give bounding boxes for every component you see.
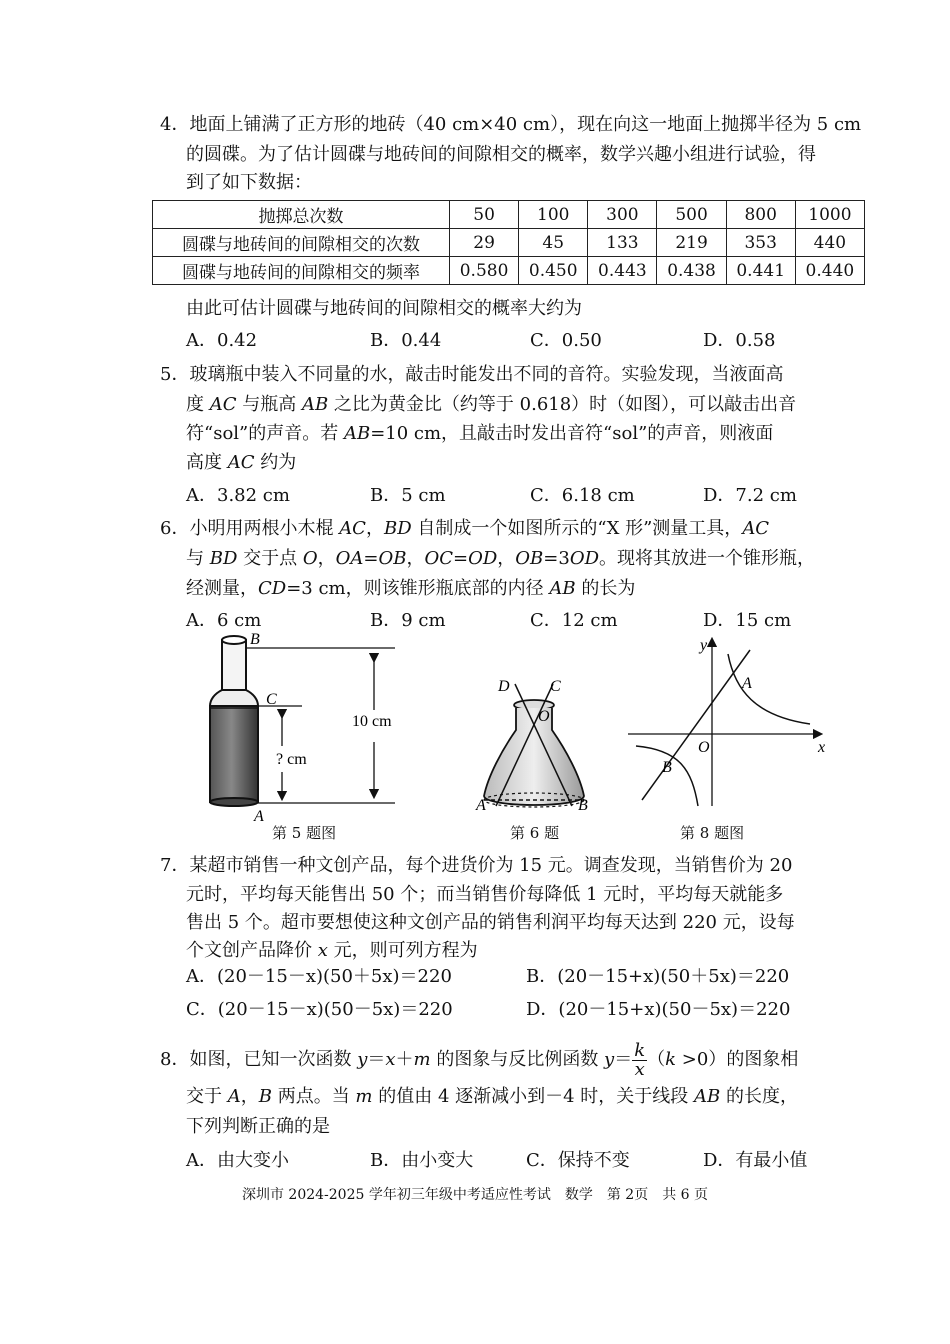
figures-svg (190, 628, 880, 848)
fig5-label-a: A (254, 808, 264, 825)
table-cell: 133 (588, 229, 657, 257)
q6-option-a: A．6 cm (186, 610, 262, 631)
q6-line-2: 与 BD 交于点 O，OA=OB，OC=OD，OB=3OD。现将其放进一个锥形瓶， (186, 548, 816, 569)
table-cell: 45 (519, 229, 588, 257)
fig6-label-o: O (538, 708, 550, 725)
fig8-graph-figure (628, 642, 818, 806)
table-cell: 50 (450, 201, 519, 229)
q5-option-b: B．5 cm (370, 485, 446, 506)
fig6-label-b: B (578, 797, 588, 814)
q4-option-b: B．0.44 (370, 330, 442, 351)
table-cell: 300 (588, 201, 657, 229)
q7-option-c: C．(20－15－x)(50－5x)＝220 (186, 999, 453, 1020)
q7-line-1: 7．某超市销售一种文创产品，每个进货价为 15 元。调查发现，当销售价为 20 (160, 855, 793, 876)
q8-option-a: A．由大变小 (186, 1150, 289, 1171)
table-cell: 0.438 (657, 257, 726, 285)
fig8-label-o: O (698, 739, 710, 756)
q5-line-3: 符“sol”的声音。若 AB=10 cm，且敲击时发出音符“sol”的声音，则液面 (186, 423, 774, 444)
q4-option-c: C．0.50 (530, 330, 602, 351)
q8-option-d: D．有最小值 (703, 1150, 808, 1171)
q4-option-a: A．0.42 (186, 330, 258, 351)
table-cell: 100 (519, 201, 588, 229)
q8-option-b: B．由小变大 (370, 1150, 474, 1171)
fig8-label-x: x (818, 739, 826, 756)
q6-line-1: 6．小明用两根小木棍 AC，BD 自制成一个如图所示的“X 形”测量工具，AC (160, 518, 770, 539)
table-cell: 0.450 (519, 257, 588, 285)
table-cell: 800 (726, 201, 795, 229)
fig6-label-a: A (476, 797, 486, 814)
table-cell: 0.441 (726, 257, 795, 285)
table-row (153, 229, 865, 257)
table-cell: 353 (726, 229, 795, 257)
q4-line-3: 到了如下数据： (186, 172, 312, 193)
q5-option-c: C．6.18 cm (530, 485, 635, 506)
fig6-flask-figure (484, 684, 584, 807)
q7-line-2: 元时，平均每天能售出 50 个；而当销售价每降低 1 元时，平均每天就能多 (186, 884, 784, 905)
q6-option-c: C．12 cm (530, 610, 618, 631)
q6-line-3: 经测量，CD=3 cm，则该锥形瓶底部的内径 AB 的长为 (186, 578, 636, 599)
q4-question: 由此可估计圆碟与地砖间的间隙相交的概率大约为 (186, 298, 582, 319)
q7-line-3: 售出 5 个。超市要想使这种文创产品的销售利润平均每天达到 220 元，设每 (186, 912, 795, 933)
fig5-caption: 第 5 题图 (272, 824, 337, 842)
table-cell: 500 (657, 201, 726, 229)
table-header-cell: 圆碟与地砖间的间隙相交的频率 (153, 257, 450, 285)
q6-option-d: D．15 cm (703, 610, 792, 631)
fig8-label-a: A (742, 675, 752, 692)
table-cell: 1000 (795, 201, 864, 229)
q4-line-2: 的圆碟。为了估计圆碟与地砖间的间隙相交的概率，数学兴趣小组进行试验，得 (186, 144, 816, 165)
bottle-icon (210, 636, 258, 806)
fig6-caption: 第 6 题 (510, 824, 560, 842)
fig8-label-y: y (700, 637, 708, 654)
fig5-unknown-label: ? cm (276, 751, 307, 768)
q4-line-1: 4．地面上铺满了正方形的地砖（40 cm×40 cm），现在向这一地面上抛掷半径为 5 cm (160, 114, 862, 135)
hyperbola-branch-2 (636, 746, 698, 806)
table-row (153, 257, 865, 285)
q4-data-table (152, 200, 865, 285)
q5-line-1: 5．玻璃瓶中装入不同量的水，敲击时能发出不同的音符。实验发现，当液面高 (160, 364, 784, 385)
q5-line-2: 度 AC 与瓶高 AB 之比为黄金比（约等于 0.618）时（如图），可以敲击出音 (186, 394, 797, 415)
fig5-label-c: C (266, 691, 277, 708)
fig5-height-label: 10 cm (352, 713, 392, 730)
table-row (153, 201, 865, 229)
fig5-label-b: B (250, 631, 260, 648)
fig6-label-d: D (498, 678, 510, 695)
flask-icon (484, 700, 584, 807)
q8-line-3: 下列判断正确的是 (186, 1116, 330, 1137)
q8-option-c: C．保持不变 (526, 1150, 630, 1171)
q5-option-a: A．3.82 cm (186, 485, 290, 506)
q7-option-b: B．(20－15+x)(50＋5x)＝220 (526, 966, 790, 987)
q4-option-d: D．0.58 (703, 330, 776, 351)
q7-option-a: A．(20－15－x)(50＋5x)＝220 (186, 966, 452, 987)
table-cell: 440 (795, 229, 864, 257)
table-header-cell: 抛掷总次数 (153, 201, 450, 229)
k-over-x-fraction: $\frac{k}{x}$ (634, 1039, 646, 1080)
q8-line-2: 交于 A，B 两点。当 m 的值由 4 逐渐减小到－4 时，关于线段 AB 的长度， (186, 1086, 798, 1107)
fig6-label-c: C (550, 678, 561, 695)
table-cell: 219 (657, 229, 726, 257)
q5-option-d: D．7.2 cm (703, 485, 797, 506)
table-cell: 0.440 (795, 257, 864, 285)
table-header-cell: 圆碟与地砖间的间隙相交的次数 (153, 229, 450, 257)
q8-line-1: 8．如图，已知一次函数 y＝x＋m 的图象与反比例函数 y＝ $\frac{k}{x}$ （k >0）的图象相 (160, 1039, 799, 1080)
q6-option-b: B．9 cm (370, 610, 446, 631)
fig8-label-b: B (662, 759, 672, 776)
q7-line-4: 个文创产品降价 x 元，则可列方程为 (186, 940, 478, 961)
q5-line-4: 高度 AC 约为 (186, 452, 297, 473)
table-cell: 0.443 (588, 257, 657, 285)
q7-option-d: D．(20－15+x)(50－5x)＝220 (526, 999, 791, 1020)
fig8-caption: 第 8 题图 (680, 824, 745, 842)
table-cell: 0.580 (450, 257, 519, 285)
page-footer: 深圳市 2024-2025 学年初三年级中考适应性考试 数学 第 2页 共 6 页 (241, 1187, 709, 1203)
table-cell: 29 (450, 229, 519, 257)
